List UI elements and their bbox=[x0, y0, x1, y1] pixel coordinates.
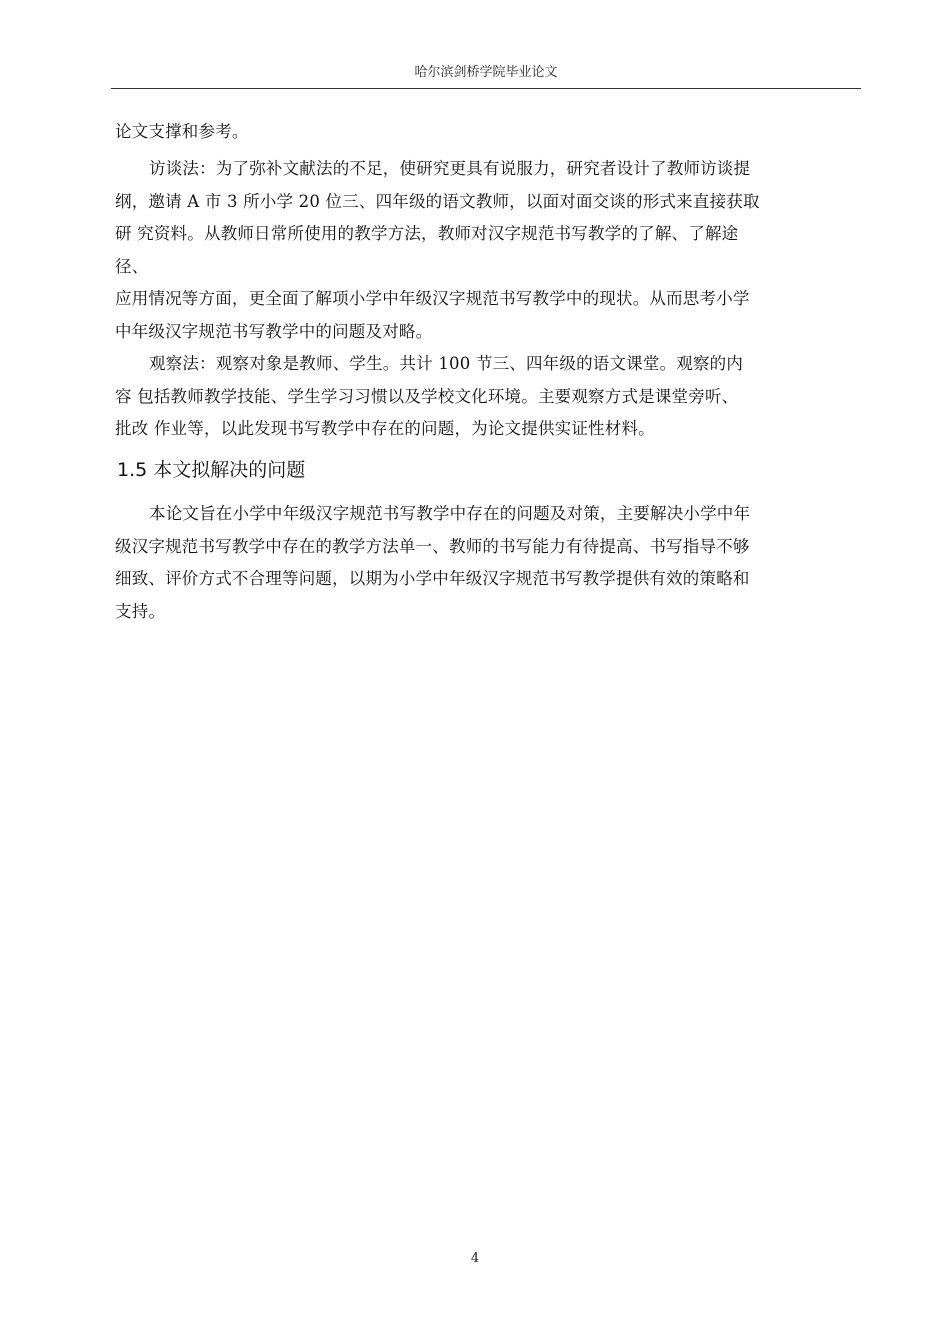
text-line: 本论文旨在小学中年级汉字规范书写教学中存在的问题及对策，主要解决小学中年 bbox=[149, 504, 751, 523]
section-heading: 1.5 本文拟解决的问题 bbox=[117, 459, 306, 481]
text-line: 径、 bbox=[115, 256, 149, 276]
text-line: 观察法：观察对象是教师、学生。共计 100 节三、四年级的语文课堂。观察的内 bbox=[149, 354, 744, 373]
text-line: 批改 作业等，以此发现书写教学中存在的问题，为论文提供实证性材料。 bbox=[115, 419, 655, 438]
text-line: 级汉字规范书写教学中存在的教学方法单一、教师的书写能力有待提高、书写指导不够 bbox=[115, 536, 750, 556]
text-line: 纲，邀请 A 市 3 所小学 20 位三、四年级的语文教师，以面对面交谈的形式来直接获取 bbox=[115, 191, 760, 211]
paragraph-continuation bbox=[115, 116, 855, 149]
text-line: 支持。 bbox=[115, 601, 166, 621]
paragraph-problems-to-solve bbox=[115, 498, 855, 628]
text-line: 容 包括教师教学技能、学生学习习惯以及学校文化环境。主要观察方式是课堂旁听、 bbox=[115, 386, 739, 406]
text-line: 中年级汉字规范书写教学中的问题及对略。 bbox=[115, 321, 433, 341]
text-line: 研 究资料。从教师日常所使用的教学方法，教师对汉字规范书写教学的了解、了解途 bbox=[115, 224, 739, 243]
paragraph-interview-method bbox=[115, 153, 855, 348]
paragraph-observation-method bbox=[115, 348, 855, 446]
page-number: 4 bbox=[470, 1251, 480, 1266]
text-line: 论文支撑和参考。 bbox=[115, 122, 249, 141]
text-line: 应用情况等方面，更全面了解项小学中年级汉字规范书写教学中的现状。从而思考小学 bbox=[115, 289, 750, 308]
text-line: 访谈法：为了弥补文献法的不足，使研究更具有说服力，研究者设计了教师访谈提 bbox=[149, 159, 751, 178]
text-line: 细致、评价方式不合理等问题，以期为小学中年级汉字规范书写教学提供有效的策略和 bbox=[115, 569, 750, 588]
header-title: 哈尔滨剑桥学院毕业论文 bbox=[414, 65, 558, 80]
page-header bbox=[111, 62, 861, 89]
